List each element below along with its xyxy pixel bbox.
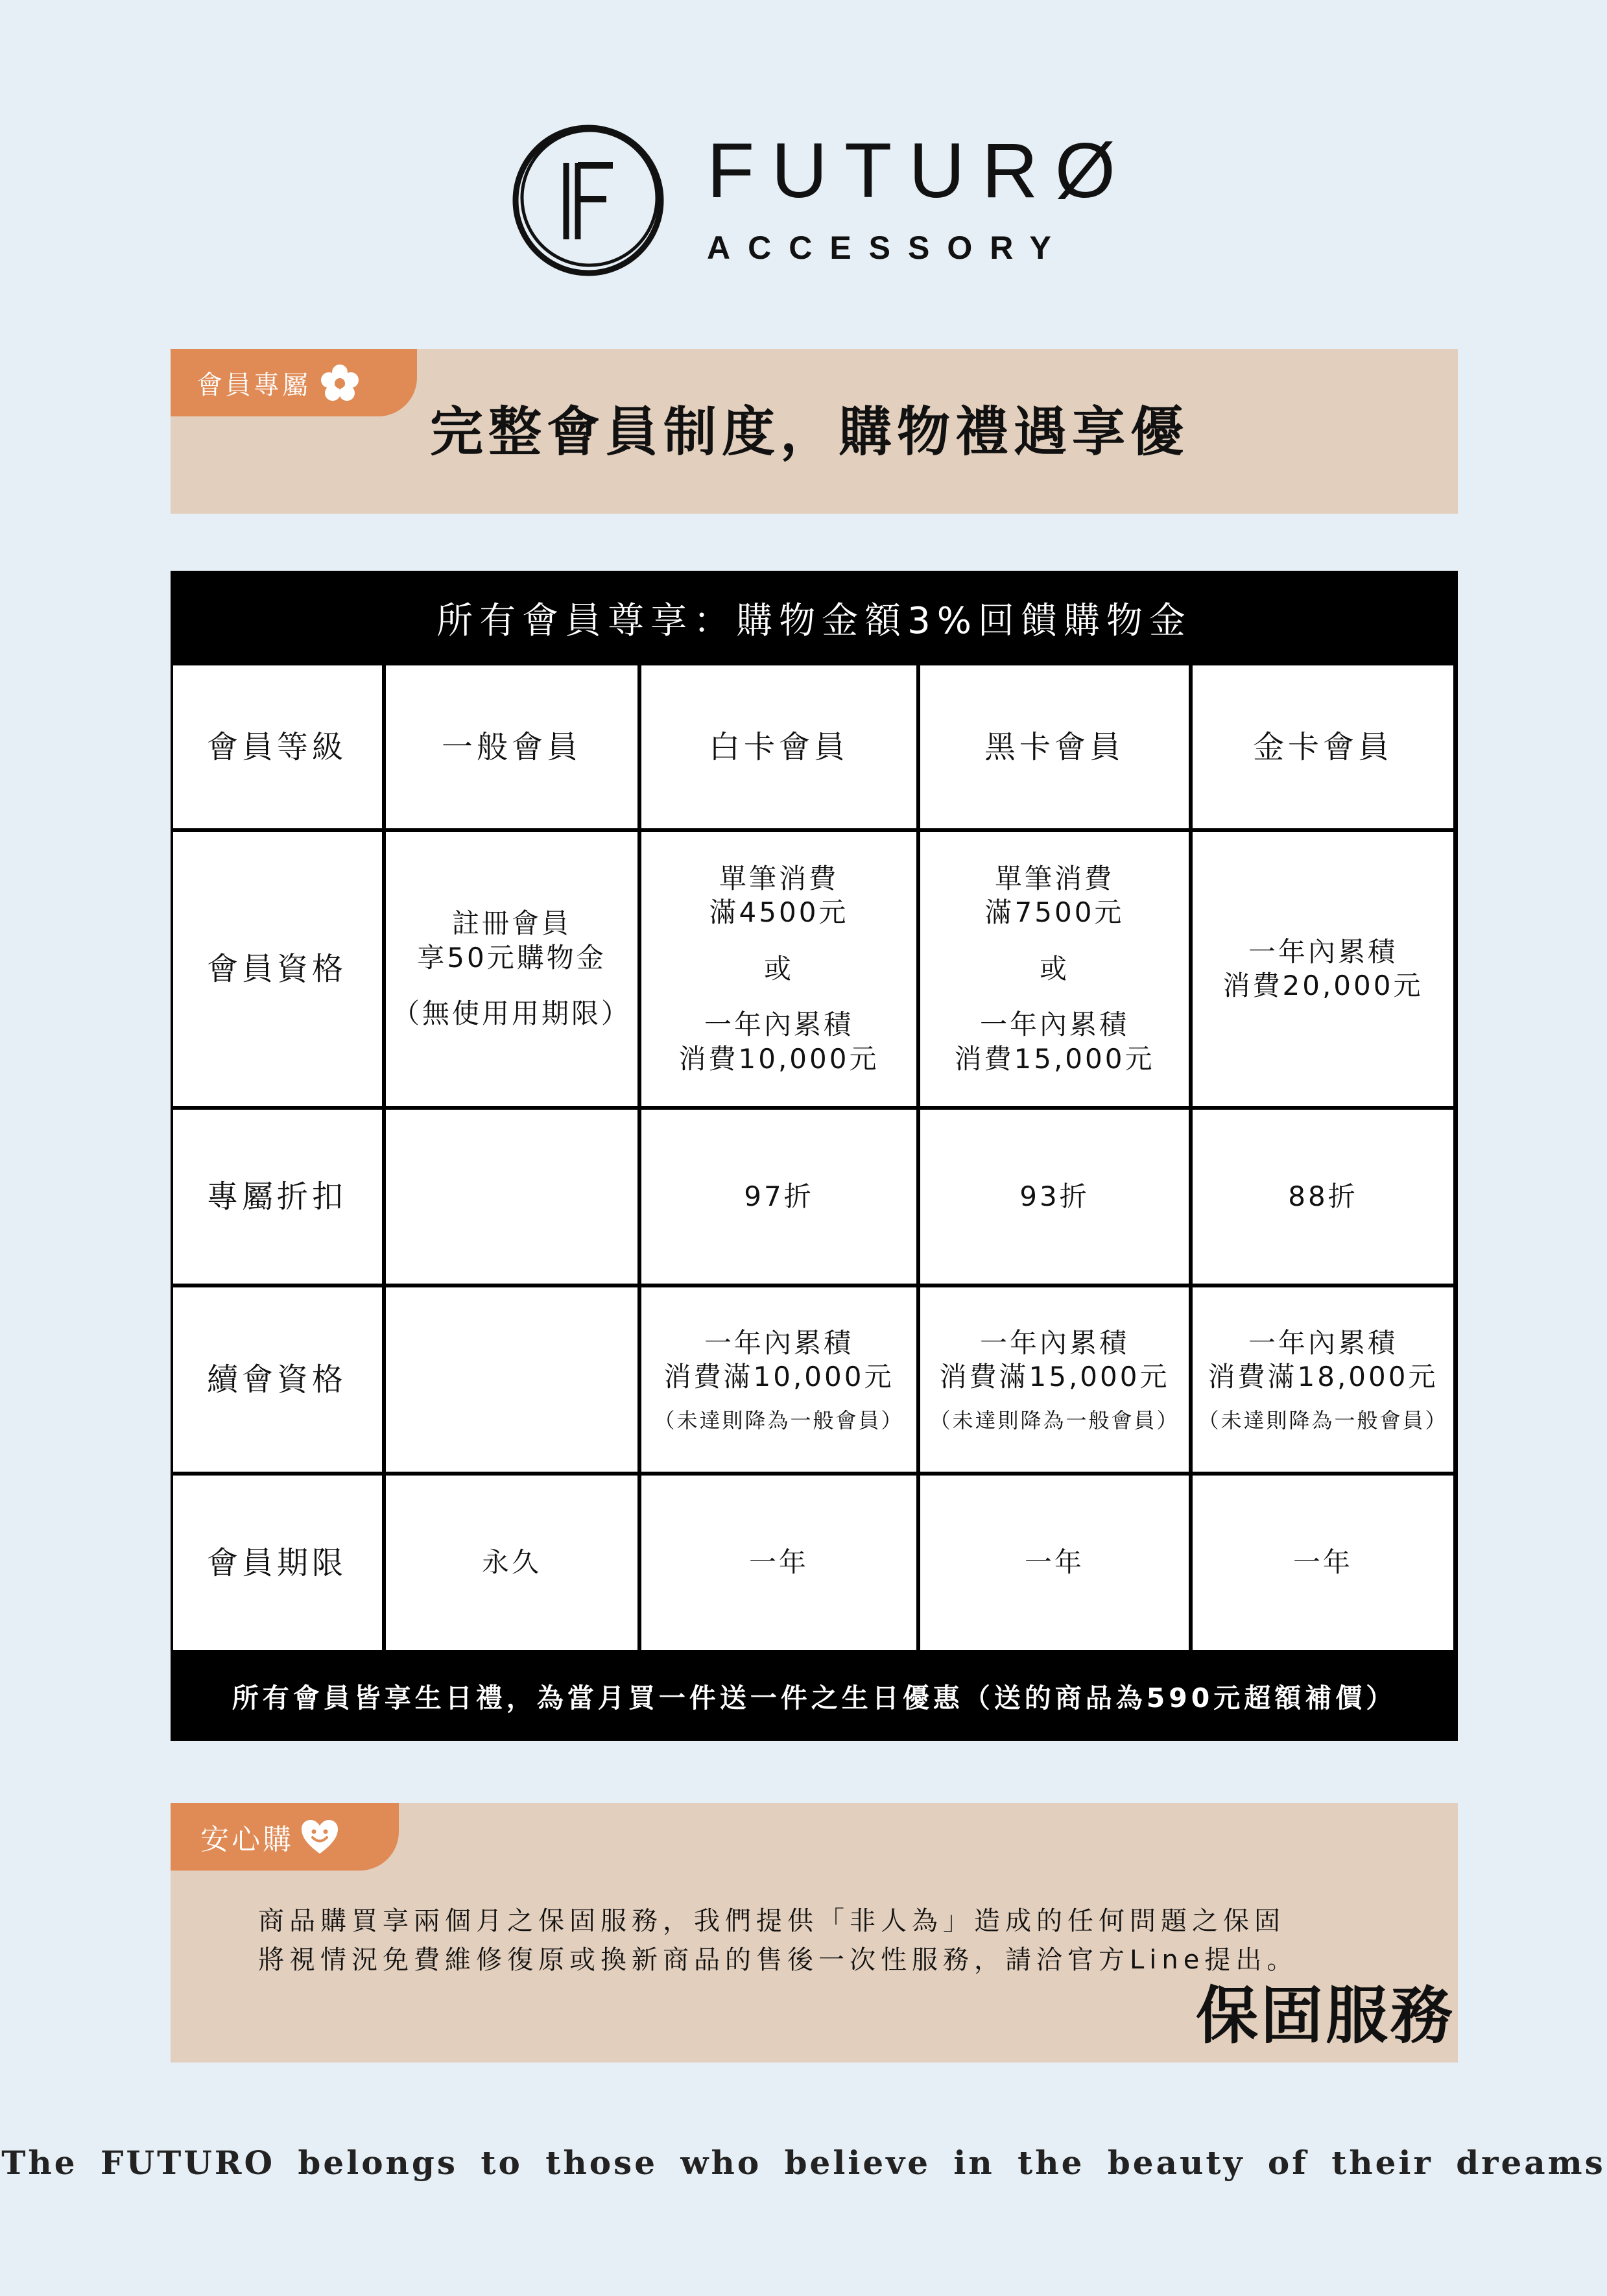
qualification-text: 滿4500元 — [709, 896, 849, 929]
qualification-text: 一年內累積 — [979, 1009, 1129, 1041]
table-footer: 所有會員皆享生日禮，為當月買一件送一件之生日優惠（送的商品為590元超額補價） — [232, 1682, 1397, 1714]
warranty-line: 將視情況免費維修復原或換新商品的售後一次性服務，請洽官方Line提出。 — [258, 1945, 1298, 1975]
col-head-white: 白卡會員 — [641, 665, 916, 828]
renewal-text: 消費滿15,000元 — [939, 1361, 1170, 1393]
term-white: 一年 — [641, 1476, 916, 1650]
term-black: 一年 — [920, 1476, 1189, 1650]
row-label-tier: 會員等級 — [173, 665, 382, 828]
safe-purchase-tag — [171, 1803, 399, 1871]
row-label-qualification: 會員資格 — [173, 832, 382, 1106]
renewal-note: （未達則降為一般會員） — [1198, 1407, 1448, 1433]
brand-subtitle: ACCESSORY — [707, 230, 1069, 266]
member-tag-label: 會員專屬 — [196, 370, 311, 400]
circle-f-logo-icon — [509, 120, 668, 279]
qualification-text: 消費15,000元 — [954, 1042, 1155, 1075]
qualification-text: 滿7500元 — [984, 896, 1125, 929]
qualification-general — [386, 832, 637, 1106]
smile-heart-icon — [300, 1819, 339, 1855]
discount-general — [386, 1110, 637, 1284]
warranty-title: 保固服務 — [1196, 1979, 1455, 2052]
warranty-tag-label: 安心購 — [200, 1823, 294, 1856]
term-gold: 一年 — [1193, 1476, 1453, 1650]
renewal-gold — [1193, 1287, 1453, 1472]
renewal-black — [920, 1287, 1189, 1472]
renewal-note: （未達則降為一般會員） — [929, 1407, 1180, 1433]
renewal-text: 消費滿10,000元 — [663, 1361, 894, 1393]
flower-icon — [317, 363, 363, 402]
qualification-text: 消費10,000元 — [678, 1042, 879, 1075]
qualification-note: （無使用用期限） — [392, 998, 631, 1030]
qualification-black — [920, 832, 1189, 1106]
qualification-white — [641, 832, 916, 1106]
qualification-text: 一年內累積 — [704, 1009, 853, 1041]
discount-gold: 88折 — [1193, 1110, 1453, 1284]
row-label-term: 會員期限 — [173, 1476, 382, 1650]
term-general: 永久 — [386, 1476, 637, 1650]
qualification-or: 或 — [1039, 952, 1069, 985]
qualification-text: 享50元購物金 — [417, 941, 606, 974]
col-head-black: 黑卡會員 — [920, 665, 1189, 828]
renewal-note: （未達則降為一般會員） — [654, 1407, 904, 1433]
member-exclusive-tag — [171, 349, 417, 416]
table-header: 所有會員尊享：購物金額3%回饋購物金 — [436, 600, 1192, 642]
discount-white: 97折 — [641, 1110, 916, 1284]
renewal-text: 消費滿18,000元 — [1208, 1361, 1438, 1393]
col-head-general: 一般會員 — [386, 665, 637, 828]
slogan: The FUTURO belongs to those who believe in the beauty of their dreams — [1, 2144, 1606, 2182]
qualification-text: 消費20,000元 — [1222, 970, 1423, 1001]
renewal-text: 一年內累積 — [979, 1326, 1129, 1359]
row-label-renewal: 續會資格 — [173, 1287, 382, 1472]
qualification-or: 或 — [763, 952, 794, 985]
warranty-line: 商品購買享兩個月之保固服務，我們提供「非人為」造成的任何問題之保固 — [258, 1906, 1285, 1936]
renewal-general — [386, 1287, 637, 1472]
member-banner — [171, 349, 1458, 514]
col-head-gold: 金卡會員 — [1193, 665, 1453, 828]
brand-name: FUTURØ — [707, 127, 1132, 214]
qualification-text: 單筆消費 — [719, 862, 839, 894]
row-label-discount: 專屬折扣 — [173, 1110, 382, 1284]
membership-table — [171, 571, 1458, 1741]
renewal-text: 一年內累積 — [704, 1326, 853, 1359]
qualification-text: 註冊會員 — [451, 907, 571, 940]
renewal-white — [641, 1287, 916, 1472]
qualification-text: 單筆消費 — [994, 862, 1114, 894]
qualification-text: 一年內累積 — [1248, 935, 1398, 968]
renewal-text: 一年內累積 — [1248, 1326, 1398, 1359]
banner-title: 完整會員制度，購物禮遇享優 — [430, 401, 1189, 463]
warranty-description — [258, 1902, 1298, 1979]
brand-logo — [509, 120, 1132, 289]
qualification-gold — [1193, 832, 1453, 1106]
warranty-banner — [171, 1803, 1458, 2063]
discount-black: 93折 — [920, 1110, 1189, 1284]
